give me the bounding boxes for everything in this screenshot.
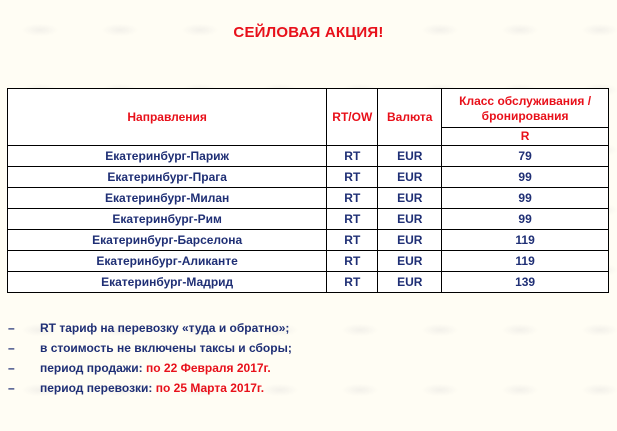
dash-bullet-icon: – xyxy=(8,341,15,355)
table-row xyxy=(8,251,609,272)
cell-currency: EUR xyxy=(378,209,442,230)
notes-list xyxy=(0,318,292,398)
note-item xyxy=(0,318,292,338)
dash-bullet-icon: – xyxy=(8,381,15,395)
header-rt-ow: RT/OW xyxy=(327,89,378,146)
cell-price: 79 xyxy=(442,146,609,167)
cell-rt-ow: RT xyxy=(327,146,378,167)
table-row xyxy=(8,146,609,167)
cell-currency: EUR xyxy=(378,188,442,209)
table-row xyxy=(8,272,609,293)
cell-price: 119 xyxy=(442,230,609,251)
note-highlight: по 25 Марта 2017г. xyxy=(155,381,265,395)
cell-route: Екатеринбург-Барселона xyxy=(8,230,327,251)
header-class-label: Класс обслуживания / бронирования xyxy=(459,93,592,123)
table-row xyxy=(8,209,609,230)
table-row xyxy=(8,230,609,251)
cell-route: Екатеринбург-Милан xyxy=(8,188,327,209)
cell-route: Екатеринбург-Рим xyxy=(8,209,327,230)
cell-price: 99 xyxy=(442,188,609,209)
cell-currency: EUR xyxy=(378,272,442,293)
cell-route: Екатеринбург-Мадрид xyxy=(8,272,327,293)
note-text: период перевозки: xyxy=(40,381,156,395)
cell-rt-ow: RT xyxy=(327,167,378,188)
cell-price: 119 xyxy=(442,251,609,272)
header-currency: Валюта xyxy=(378,89,442,146)
cell-rt-ow: RT xyxy=(327,230,378,251)
dash-bullet-icon: – xyxy=(8,321,15,335)
fares-table xyxy=(7,88,609,293)
cell-rt-ow: RT xyxy=(327,209,378,230)
cell-currency: EUR xyxy=(378,146,442,167)
note-item xyxy=(0,358,292,378)
note-text: в стоимость не включены таксы и сборы; xyxy=(40,341,292,355)
note-text: период продажи: xyxy=(40,361,147,375)
cell-currency: EUR xyxy=(378,167,442,188)
note-item xyxy=(0,338,292,358)
cell-rt-ow: RT xyxy=(327,188,378,209)
cell-route: Екатеринбург-Париж xyxy=(8,146,327,167)
cell-currency: EUR xyxy=(378,251,442,272)
header-class-code: R xyxy=(442,127,608,145)
note-text: RT тариф на перевозку «туда и обратно»; xyxy=(40,321,290,335)
table-header-row xyxy=(8,89,609,146)
cell-price: 139 xyxy=(442,272,609,293)
header-booking-class xyxy=(442,89,609,146)
page-title: СЕЙЛОВАЯ АКЦИЯ! xyxy=(233,24,384,41)
cell-rt-ow: RT xyxy=(327,272,378,293)
table-row xyxy=(8,167,609,188)
cell-currency: EUR xyxy=(378,230,442,251)
note-highlight: по 22 Февраля 2017г. xyxy=(146,361,271,375)
dash-bullet-icon: – xyxy=(8,361,15,375)
cell-price: 99 xyxy=(442,209,609,230)
note-item xyxy=(0,378,292,398)
cell-rt-ow: RT xyxy=(327,251,378,272)
table-row xyxy=(8,188,609,209)
cell-price: 99 xyxy=(442,167,609,188)
header-route: Направления xyxy=(8,89,327,146)
cell-route: Екатеринбург-Прага xyxy=(8,167,327,188)
cell-route: Екатеринбург-Аликанте xyxy=(8,251,327,272)
